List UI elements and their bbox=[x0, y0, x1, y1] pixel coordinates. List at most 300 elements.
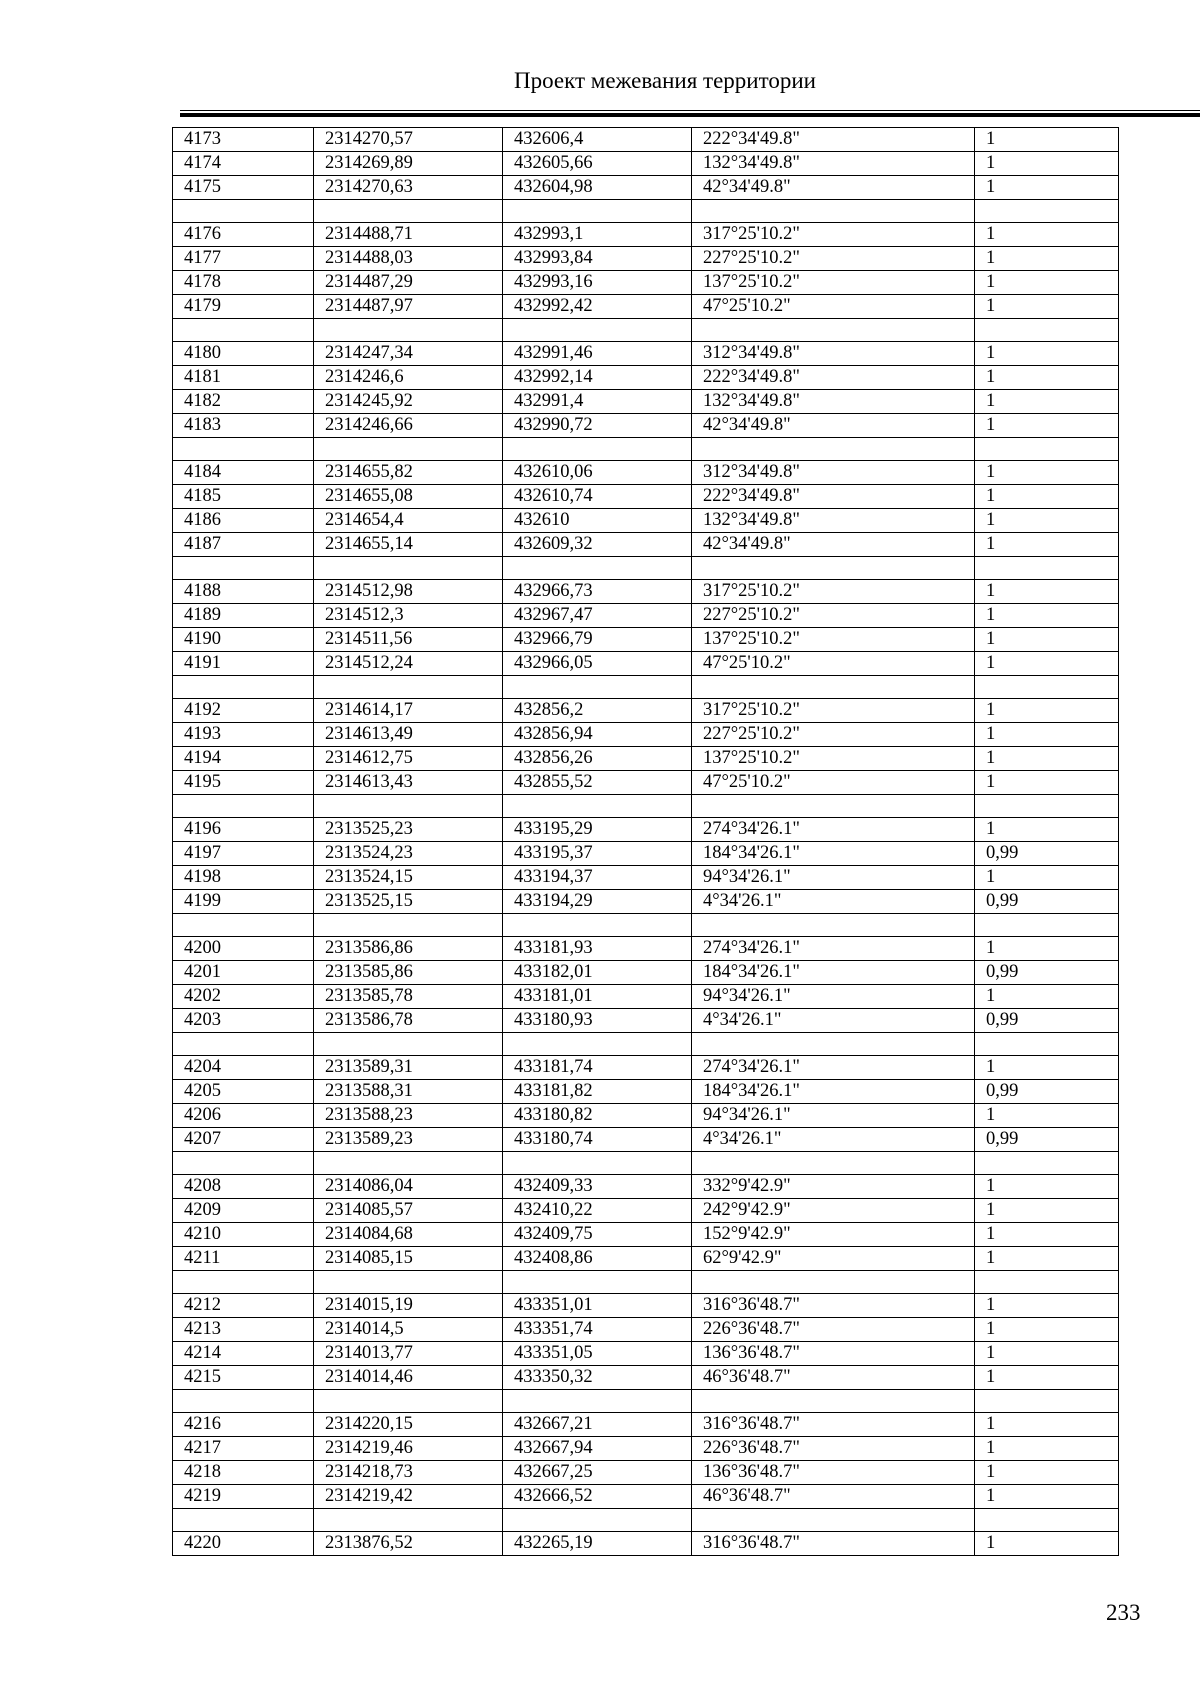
bearing-cell: 227°25'10.2" bbox=[692, 604, 975, 628]
bearing-cell bbox=[692, 319, 975, 342]
bearing-cell: 332°9'42.9" bbox=[692, 1175, 975, 1199]
y-coordinate-cell: 433194,29 bbox=[503, 890, 692, 914]
point-number-cell bbox=[173, 200, 314, 223]
distance-cell: 1 bbox=[975, 866, 1119, 890]
point-number-cell bbox=[173, 1271, 314, 1294]
bearing-cell: 137°25'10.2" bbox=[692, 271, 975, 295]
table-row bbox=[173, 1056, 1119, 1080]
point-number-cell: 4196 bbox=[173, 818, 314, 842]
distance-cell bbox=[975, 438, 1119, 461]
x-coordinate-cell: 2314014,5 bbox=[314, 1318, 503, 1342]
point-number-cell: 4195 bbox=[173, 771, 314, 795]
distance-cell: 1 bbox=[975, 390, 1119, 414]
x-coordinate-cell: 2314613,49 bbox=[314, 723, 503, 747]
y-coordinate-cell bbox=[503, 1390, 692, 1413]
distance-cell bbox=[975, 319, 1119, 342]
x-coordinate-cell bbox=[314, 557, 503, 580]
point-number-cell: 4205 bbox=[173, 1080, 314, 1104]
table-row bbox=[173, 509, 1119, 533]
x-coordinate-cell: 2314270,57 bbox=[314, 128, 503, 152]
y-coordinate-cell bbox=[503, 1033, 692, 1056]
x-coordinate-cell: 2313589,31 bbox=[314, 1056, 503, 1080]
x-coordinate-cell bbox=[314, 1390, 503, 1413]
distance-cell: 1 bbox=[975, 1437, 1119, 1461]
x-coordinate-cell: 2313585,78 bbox=[314, 985, 503, 1009]
distance-cell bbox=[975, 200, 1119, 223]
x-coordinate-cell: 2313589,23 bbox=[314, 1128, 503, 1152]
x-coordinate-cell: 2314219,46 bbox=[314, 1437, 503, 1461]
separator-row bbox=[173, 1152, 1119, 1175]
bearing-cell: 4°34'26.1" bbox=[692, 890, 975, 914]
y-coordinate-cell: 432408,86 bbox=[503, 1247, 692, 1271]
y-coordinate-cell: 433195,29 bbox=[503, 818, 692, 842]
separator-row bbox=[173, 200, 1119, 223]
point-number-cell: 4189 bbox=[173, 604, 314, 628]
distance-cell: 1 bbox=[975, 652, 1119, 676]
bearing-cell: 132°34'49.8" bbox=[692, 390, 975, 414]
table-row bbox=[173, 699, 1119, 723]
bearing-cell: 47°25'10.2" bbox=[692, 295, 975, 319]
table-row bbox=[173, 723, 1119, 747]
y-coordinate-cell: 432993,84 bbox=[503, 247, 692, 271]
bearing-cell: 226°36'48.7" bbox=[692, 1437, 975, 1461]
y-coordinate-cell: 432409,75 bbox=[503, 1223, 692, 1247]
distance-cell bbox=[975, 795, 1119, 818]
point-number-cell: 4197 bbox=[173, 842, 314, 866]
bearing-cell bbox=[692, 795, 975, 818]
x-coordinate-cell: 2314086,04 bbox=[314, 1175, 503, 1199]
bearing-cell: 184°34'26.1" bbox=[692, 842, 975, 866]
distance-cell: 0,99 bbox=[975, 961, 1119, 985]
y-coordinate-cell: 433182,01 bbox=[503, 961, 692, 985]
bearing-cell: 136°36'48.7" bbox=[692, 1342, 975, 1366]
point-number-cell: 4213 bbox=[173, 1318, 314, 1342]
point-number-cell: 4194 bbox=[173, 747, 314, 771]
point-number-cell: 4182 bbox=[173, 390, 314, 414]
table-row bbox=[173, 604, 1119, 628]
x-coordinate-cell: 2314512,24 bbox=[314, 652, 503, 676]
point-number-cell: 4198 bbox=[173, 866, 314, 890]
distance-cell: 1 bbox=[975, 937, 1119, 961]
distance-cell: 1 bbox=[975, 152, 1119, 176]
x-coordinate-cell: 2313524,15 bbox=[314, 866, 503, 890]
y-coordinate-cell: 432606,4 bbox=[503, 128, 692, 152]
y-coordinate-cell: 432666,52 bbox=[503, 1485, 692, 1509]
bearing-cell: 317°25'10.2" bbox=[692, 699, 975, 723]
distance-cell: 1 bbox=[975, 414, 1119, 438]
table-row bbox=[173, 961, 1119, 985]
point-number-cell bbox=[173, 676, 314, 699]
bearing-cell: 132°34'49.8" bbox=[692, 152, 975, 176]
header-rule-thin bbox=[180, 110, 1200, 111]
table-row bbox=[173, 1080, 1119, 1104]
table-row bbox=[173, 937, 1119, 961]
y-coordinate-cell: 433194,37 bbox=[503, 866, 692, 890]
point-number-cell: 4211 bbox=[173, 1247, 314, 1271]
x-coordinate-cell bbox=[314, 1271, 503, 1294]
distance-cell: 1 bbox=[975, 1485, 1119, 1509]
point-number-cell bbox=[173, 795, 314, 818]
table-row bbox=[173, 247, 1119, 271]
distance-cell: 1 bbox=[975, 1104, 1119, 1128]
point-number-cell: 4206 bbox=[173, 1104, 314, 1128]
bearing-cell bbox=[692, 438, 975, 461]
point-number-cell: 4187 bbox=[173, 533, 314, 557]
x-coordinate-cell: 2314247,34 bbox=[314, 342, 503, 366]
y-coordinate-cell: 432990,72 bbox=[503, 414, 692, 438]
distance-cell bbox=[975, 1033, 1119, 1056]
point-number-cell: 4185 bbox=[173, 485, 314, 509]
table-row bbox=[173, 890, 1119, 914]
y-coordinate-cell: 432604,98 bbox=[503, 176, 692, 200]
table-row bbox=[173, 1128, 1119, 1152]
x-coordinate-cell: 2314511,56 bbox=[314, 628, 503, 652]
y-coordinate-cell bbox=[503, 914, 692, 937]
y-coordinate-cell: 432605,66 bbox=[503, 152, 692, 176]
point-number-cell: 4174 bbox=[173, 152, 314, 176]
x-coordinate-cell: 2314512,3 bbox=[314, 604, 503, 628]
table-row bbox=[173, 1175, 1119, 1199]
header-rule-thick bbox=[180, 113, 1200, 117]
point-number-cell: 4220 bbox=[173, 1532, 314, 1556]
table-row bbox=[173, 1104, 1119, 1128]
x-coordinate-cell: 2313524,23 bbox=[314, 842, 503, 866]
bearing-cell: 47°25'10.2" bbox=[692, 652, 975, 676]
point-number-cell: 4181 bbox=[173, 366, 314, 390]
point-number-cell: 4183 bbox=[173, 414, 314, 438]
distance-cell bbox=[975, 1152, 1119, 1175]
x-coordinate-cell: 2314270,63 bbox=[314, 176, 503, 200]
bearing-cell: 94°34'26.1" bbox=[692, 985, 975, 1009]
table-row bbox=[173, 628, 1119, 652]
point-number-cell: 4178 bbox=[173, 271, 314, 295]
x-coordinate-cell: 2314655,14 bbox=[314, 533, 503, 557]
distance-cell: 0,99 bbox=[975, 1080, 1119, 1104]
table-row bbox=[173, 485, 1119, 509]
separator-row bbox=[173, 1033, 1119, 1056]
page-header-title: Проект межевания территории bbox=[514, 68, 816, 93]
y-coordinate-cell bbox=[503, 1152, 692, 1175]
x-coordinate-cell: 2314614,17 bbox=[314, 699, 503, 723]
x-coordinate-cell bbox=[314, 438, 503, 461]
bearing-cell: 137°25'10.2" bbox=[692, 747, 975, 771]
table-row bbox=[173, 985, 1119, 1009]
y-coordinate-cell: 433181,74 bbox=[503, 1056, 692, 1080]
distance-cell: 1 bbox=[975, 818, 1119, 842]
point-number-cell bbox=[173, 438, 314, 461]
bearing-cell: 312°34'49.8" bbox=[692, 461, 975, 485]
x-coordinate-cell: 2314084,68 bbox=[314, 1223, 503, 1247]
bearing-cell: 242°9'42.9" bbox=[692, 1199, 975, 1223]
y-coordinate-cell: 433350,32 bbox=[503, 1366, 692, 1390]
table-row bbox=[173, 128, 1119, 152]
table-row bbox=[173, 771, 1119, 795]
distance-cell: 0,99 bbox=[975, 1009, 1119, 1033]
y-coordinate-cell bbox=[503, 200, 692, 223]
y-coordinate-cell: 432992,14 bbox=[503, 366, 692, 390]
table-row bbox=[173, 1199, 1119, 1223]
bearing-cell: 316°36'48.7" bbox=[692, 1413, 975, 1437]
bearing-cell: 274°34'26.1" bbox=[692, 937, 975, 961]
y-coordinate-cell: 433180,74 bbox=[503, 1128, 692, 1152]
y-coordinate-cell bbox=[503, 1271, 692, 1294]
bearing-cell: 227°25'10.2" bbox=[692, 723, 975, 747]
point-number-cell: 4186 bbox=[173, 509, 314, 533]
distance-cell bbox=[975, 557, 1119, 580]
y-coordinate-cell: 433351,01 bbox=[503, 1294, 692, 1318]
bearing-cell: 42°34'49.8" bbox=[692, 414, 975, 438]
y-coordinate-cell: 432856,94 bbox=[503, 723, 692, 747]
y-coordinate-cell: 432991,4 bbox=[503, 390, 692, 414]
bearing-cell: 184°34'26.1" bbox=[692, 961, 975, 985]
table-row bbox=[173, 533, 1119, 557]
distance-cell: 1 bbox=[975, 723, 1119, 747]
point-number-cell: 4208 bbox=[173, 1175, 314, 1199]
distance-cell: 1 bbox=[975, 1318, 1119, 1342]
x-coordinate-cell: 2313588,23 bbox=[314, 1104, 503, 1128]
separator-row bbox=[173, 1390, 1119, 1413]
y-coordinate-cell: 432410,22 bbox=[503, 1199, 692, 1223]
y-coordinate-cell: 433181,82 bbox=[503, 1080, 692, 1104]
y-coordinate-cell: 433180,93 bbox=[503, 1009, 692, 1033]
x-coordinate-cell: 2314488,03 bbox=[314, 247, 503, 271]
bearing-cell bbox=[692, 557, 975, 580]
point-number-cell: 4209 bbox=[173, 1199, 314, 1223]
x-coordinate-cell: 2313586,86 bbox=[314, 937, 503, 961]
point-number-cell bbox=[173, 1509, 314, 1532]
separator-row bbox=[173, 1509, 1119, 1532]
point-number-cell bbox=[173, 319, 314, 342]
table-row bbox=[173, 842, 1119, 866]
y-coordinate-cell: 432667,21 bbox=[503, 1413, 692, 1437]
point-number-cell: 4218 bbox=[173, 1461, 314, 1485]
x-coordinate-cell: 2314512,98 bbox=[314, 580, 503, 604]
bearing-cell bbox=[692, 1152, 975, 1175]
x-coordinate-cell: 2314220,15 bbox=[314, 1413, 503, 1437]
bearing-cell: 4°34'26.1" bbox=[692, 1128, 975, 1152]
table-row bbox=[173, 747, 1119, 771]
distance-cell: 1 bbox=[975, 247, 1119, 271]
bearing-cell: 42°34'49.8" bbox=[692, 533, 975, 557]
separator-row bbox=[173, 676, 1119, 699]
point-number-cell: 4202 bbox=[173, 985, 314, 1009]
y-coordinate-cell bbox=[503, 676, 692, 699]
bearing-cell: 312°34'49.8" bbox=[692, 342, 975, 366]
x-coordinate-cell bbox=[314, 914, 503, 937]
x-coordinate-cell bbox=[314, 200, 503, 223]
point-number-cell: 4173 bbox=[173, 128, 314, 152]
table-row bbox=[173, 152, 1119, 176]
distance-cell: 1 bbox=[975, 295, 1119, 319]
distance-cell: 1 bbox=[975, 1056, 1119, 1080]
page-number: 233 bbox=[1106, 1600, 1141, 1625]
distance-cell: 1 bbox=[975, 176, 1119, 200]
y-coordinate-cell: 432610,06 bbox=[503, 461, 692, 485]
bearing-cell: 226°36'48.7" bbox=[692, 1318, 975, 1342]
point-number-cell: 4193 bbox=[173, 723, 314, 747]
separator-row bbox=[173, 914, 1119, 937]
table-row bbox=[173, 342, 1119, 366]
table-row bbox=[173, 652, 1119, 676]
y-coordinate-cell: 432993,16 bbox=[503, 271, 692, 295]
distance-cell: 0,99 bbox=[975, 890, 1119, 914]
y-coordinate-cell: 432992,42 bbox=[503, 295, 692, 319]
point-number-cell: 4212 bbox=[173, 1294, 314, 1318]
x-coordinate-cell: 2314085,57 bbox=[314, 1199, 503, 1223]
y-coordinate-cell bbox=[503, 557, 692, 580]
bearing-cell: 317°25'10.2" bbox=[692, 223, 975, 247]
point-number-cell: 4180 bbox=[173, 342, 314, 366]
y-coordinate-cell: 433195,37 bbox=[503, 842, 692, 866]
table-row bbox=[173, 366, 1119, 390]
x-coordinate-cell: 2314655,82 bbox=[314, 461, 503, 485]
table-row bbox=[173, 1366, 1119, 1390]
distance-cell bbox=[975, 1271, 1119, 1294]
distance-cell: 1 bbox=[975, 985, 1119, 1009]
x-coordinate-cell bbox=[314, 1033, 503, 1056]
bearing-cell: 136°36'48.7" bbox=[692, 1461, 975, 1485]
coordinates-table bbox=[172, 127, 1119, 1556]
bearing-cell: 316°36'48.7" bbox=[692, 1532, 975, 1556]
point-number-cell: 4184 bbox=[173, 461, 314, 485]
distance-cell: 0,99 bbox=[975, 1128, 1119, 1152]
table-row bbox=[173, 866, 1119, 890]
x-coordinate-cell bbox=[314, 795, 503, 818]
bearing-cell: 94°34'26.1" bbox=[692, 1104, 975, 1128]
table-row bbox=[173, 390, 1119, 414]
x-coordinate-cell: 2314488,71 bbox=[314, 223, 503, 247]
table-row bbox=[173, 580, 1119, 604]
separator-row bbox=[173, 319, 1119, 342]
distance-cell: 1 bbox=[975, 461, 1119, 485]
distance-cell: 1 bbox=[975, 699, 1119, 723]
bearing-cell bbox=[692, 200, 975, 223]
x-coordinate-cell: 2314246,66 bbox=[314, 414, 503, 438]
bearing-cell: 222°34'49.8" bbox=[692, 485, 975, 509]
x-coordinate-cell bbox=[314, 319, 503, 342]
x-coordinate-cell: 2314654,4 bbox=[314, 509, 503, 533]
x-coordinate-cell: 2314246,6 bbox=[314, 366, 503, 390]
table-row bbox=[173, 818, 1119, 842]
x-coordinate-cell: 2314085,15 bbox=[314, 1247, 503, 1271]
y-coordinate-cell: 432966,73 bbox=[503, 580, 692, 604]
bearing-cell bbox=[692, 1390, 975, 1413]
y-coordinate-cell: 432967,47 bbox=[503, 604, 692, 628]
bearing-cell: 42°34'49.8" bbox=[692, 176, 975, 200]
x-coordinate-cell: 2313525,15 bbox=[314, 890, 503, 914]
bearing-cell: 46°36'48.7" bbox=[692, 1366, 975, 1390]
distance-cell: 1 bbox=[975, 1366, 1119, 1390]
y-coordinate-cell: 432856,2 bbox=[503, 699, 692, 723]
table-row bbox=[173, 1247, 1119, 1271]
x-coordinate-cell: 2314613,43 bbox=[314, 771, 503, 795]
distance-cell: 1 bbox=[975, 1413, 1119, 1437]
point-number-cell: 4176 bbox=[173, 223, 314, 247]
point-number-cell: 4219 bbox=[173, 1485, 314, 1509]
y-coordinate-cell: 432993,1 bbox=[503, 223, 692, 247]
distance-cell: 1 bbox=[975, 223, 1119, 247]
distance-cell: 1 bbox=[975, 1532, 1119, 1556]
table-row bbox=[173, 1318, 1119, 1342]
separator-row bbox=[173, 1271, 1119, 1294]
distance-cell: 0,99 bbox=[975, 842, 1119, 866]
table-row bbox=[173, 1009, 1119, 1033]
distance-cell: 1 bbox=[975, 366, 1119, 390]
bearing-cell bbox=[692, 1271, 975, 1294]
bearing-cell: 94°34'26.1" bbox=[692, 866, 975, 890]
y-coordinate-cell: 432966,05 bbox=[503, 652, 692, 676]
table-row bbox=[173, 1223, 1119, 1247]
bearing-cell: 137°25'10.2" bbox=[692, 628, 975, 652]
y-coordinate-cell: 433180,82 bbox=[503, 1104, 692, 1128]
y-coordinate-cell: 433351,05 bbox=[503, 1342, 692, 1366]
distance-cell: 1 bbox=[975, 1294, 1119, 1318]
distance-cell bbox=[975, 1390, 1119, 1413]
point-number-cell: 4207 bbox=[173, 1128, 314, 1152]
distance-cell: 1 bbox=[975, 604, 1119, 628]
point-number-cell: 4175 bbox=[173, 176, 314, 200]
distance-cell: 1 bbox=[975, 1223, 1119, 1247]
x-coordinate-cell: 2314219,42 bbox=[314, 1485, 503, 1509]
y-coordinate-cell: 433181,01 bbox=[503, 985, 692, 1009]
distance-cell: 1 bbox=[975, 1199, 1119, 1223]
distance-cell: 1 bbox=[975, 580, 1119, 604]
x-coordinate-cell: 2313586,78 bbox=[314, 1009, 503, 1033]
distance-cell: 1 bbox=[975, 771, 1119, 795]
x-coordinate-cell: 2314218,73 bbox=[314, 1461, 503, 1485]
distance-cell bbox=[975, 676, 1119, 699]
table-row bbox=[173, 1437, 1119, 1461]
point-number-cell bbox=[173, 1033, 314, 1056]
distance-cell: 1 bbox=[975, 533, 1119, 557]
separator-row bbox=[173, 795, 1119, 818]
bearing-cell: 62°9'42.9" bbox=[692, 1247, 975, 1271]
distance-cell: 1 bbox=[975, 485, 1119, 509]
x-coordinate-cell: 2314487,29 bbox=[314, 271, 503, 295]
table-row bbox=[173, 176, 1119, 200]
table-row bbox=[173, 271, 1119, 295]
bearing-cell: 274°34'26.1" bbox=[692, 1056, 975, 1080]
point-number-cell bbox=[173, 914, 314, 937]
x-coordinate-cell bbox=[314, 1152, 503, 1175]
coordinates-table-body bbox=[173, 128, 1119, 1556]
y-coordinate-cell: 432610,74 bbox=[503, 485, 692, 509]
y-coordinate-cell: 432409,33 bbox=[503, 1175, 692, 1199]
x-coordinate-cell: 2314245,92 bbox=[314, 390, 503, 414]
y-coordinate-cell: 432609,32 bbox=[503, 533, 692, 557]
distance-cell bbox=[975, 914, 1119, 937]
point-number-cell: 4191 bbox=[173, 652, 314, 676]
distance-cell: 1 bbox=[975, 1342, 1119, 1366]
distance-cell bbox=[975, 1509, 1119, 1532]
point-number-cell: 4192 bbox=[173, 699, 314, 723]
x-coordinate-cell: 2314655,08 bbox=[314, 485, 503, 509]
y-coordinate-cell: 433181,93 bbox=[503, 937, 692, 961]
point-number-cell: 4216 bbox=[173, 1413, 314, 1437]
x-coordinate-cell: 2314487,97 bbox=[314, 295, 503, 319]
bearing-cell: 46°36'48.7" bbox=[692, 1485, 975, 1509]
point-number-cell: 4177 bbox=[173, 247, 314, 271]
distance-cell: 1 bbox=[975, 747, 1119, 771]
bearing-cell: 4°34'26.1" bbox=[692, 1009, 975, 1033]
point-number-cell: 4179 bbox=[173, 295, 314, 319]
bearing-cell: 47°25'10.2" bbox=[692, 771, 975, 795]
point-number-cell: 4204 bbox=[173, 1056, 314, 1080]
y-coordinate-cell bbox=[503, 795, 692, 818]
separator-row bbox=[173, 438, 1119, 461]
table-row bbox=[173, 1532, 1119, 1556]
distance-cell: 1 bbox=[975, 1247, 1119, 1271]
